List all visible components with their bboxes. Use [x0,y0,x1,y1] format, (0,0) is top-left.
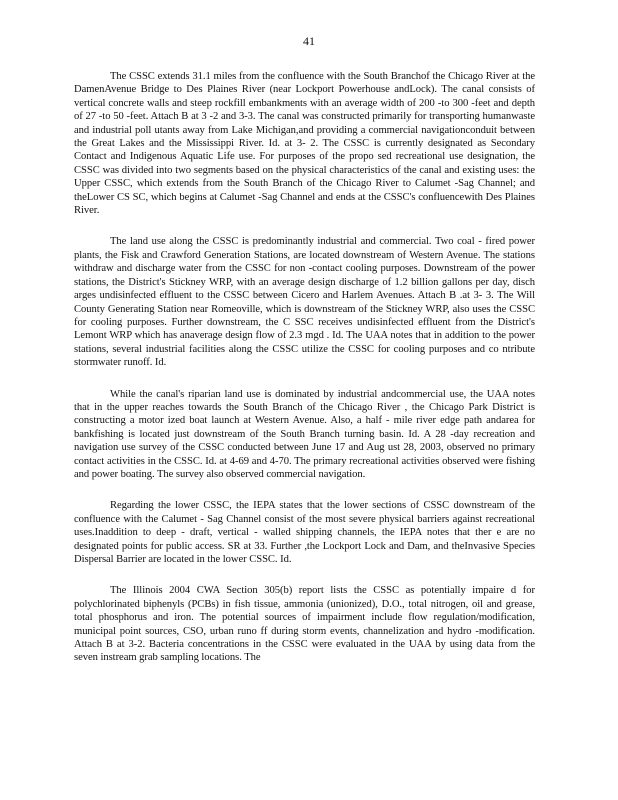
paragraph-lower-cssc: Regarding the lower CSSC, the IEPA states that the lower sections of CSSC downstream of the confluence with the Calumet - Sag Channel consist of the most severe physical barriers against recreational uses.Inaddition to deep - draft, vertical - walled shipping channels, the IEPA notes that ther e are no designated points for public access. SR at 33. Further ,the Lockport Lock and Dam, and theInvasive Species Dispersal Barrier are located in the lower CSSC. Id. [74,500,535,565]
page-number: 41 [303,34,315,48]
body-text [74,70,535,683]
paragraph-land-use: The land use along the CSSC is predominantly industrial and commercial. Two coal - fired power plants, the Fisk and Crawford Generation Stations, are located downstream of Western Avenue. The stations withdraw and discharge water from the CSSC for non -contact cooling purposes. Downstream of the power stations, the District's Stickney WRP, with an average design discharge of 1.2 billion gallons per day, disch arges undisinfected effluent to the CSSC between Cicero and Harlem Avenues. Attach B .at 3- 3. The Will County Generating Station near Romeoville, which is downstream of the Stickney WRP, also uses the CSSC for cooling purposes. Further downstream, the C SSC receives undisinfected effluent from the District's Lemont WRP which has anaverage design flow of 2.3 mgd . Id. The UAA notes that in addition to the power stations, several industrial facilities along the CSSC utilize the CSSC for cooling purposes and co ntribute stormwater runoff. Id. [74,236,535,369]
paragraph-cssc-overview: The CSSC extends 31.1 miles from the confluence with the South Branchof the Chicago River at the DamenAvenue Bridge to Des Plaines River (near Lockport Powerhouse andLock). The canal consists of vertical concrete walls and steep rockfill embankments with an average width of 200 -to 300 -feet and depth of 27 -to 50 -feet. Attach B at 3 -2 and 3-3. The canal was constructed primarily for transporting humanwaste and industrial poll utants away from Lake Michigan,and providing a commercial navigationconduit between the Great Lakes and the Mississippi River. Id. at 3- 2. The CSSC is currently designated as Secondary Contact and Indigenous Aquatic Life use. For purposes of the propo sed recreational use designation, the CSSC was divided into two segments based on the physical characteristics of the canal and existing uses: the Upper CSSC, which extends from the South Branch of the Chicago River to Calumet -Sag Channel; and theLower CS SC, which begins at Calumet -Sag Channel and ends at the CSSC's confluencewith Des Plaines River. [74,71,535,217]
paragraph-305b-report: The Illinois 2004 CWA Section 305(b) report lists the CSSC as potentially impaire d for polychlorinated biphenyls (PCBs) in fish tissue, ammonia (unionized), D.O., total nitrogen, oil and grease, total phosphorus and iron. The potential sources of impairment include flow regulation/modification, municipal point sources, CSO, urban runo ff during storm events, channelization and hydro -modification. Attach B at 3-2. Bacteria concentrations in the CSSC were evaluated in the UAA by using data from the seven instream grab sampling locations. The [74,585,535,664]
paragraph-riparian-use: While the canal's riparian land use is dominated by industrial andcommercial use, the UAA notes that in the upper reaches towards the South Branch of the Chicago River , the Chicago Park District is constructing a motor ized boat launch at Western Avenue. Also, a half - mile river edge path andarea for bankfishing is located just downstream of the South Branch turning basin. Id. A 28 -day recreation and navigation use survey of the CSSC conducted between June 17 and Aug ust 28, 2003, observed no primary contact activities in the CSSC. Id. at 4-69 and 4-70. The primary recreational activities observed were fishing and power boating. The survey also observed commercial navigation. [74,388,535,480]
